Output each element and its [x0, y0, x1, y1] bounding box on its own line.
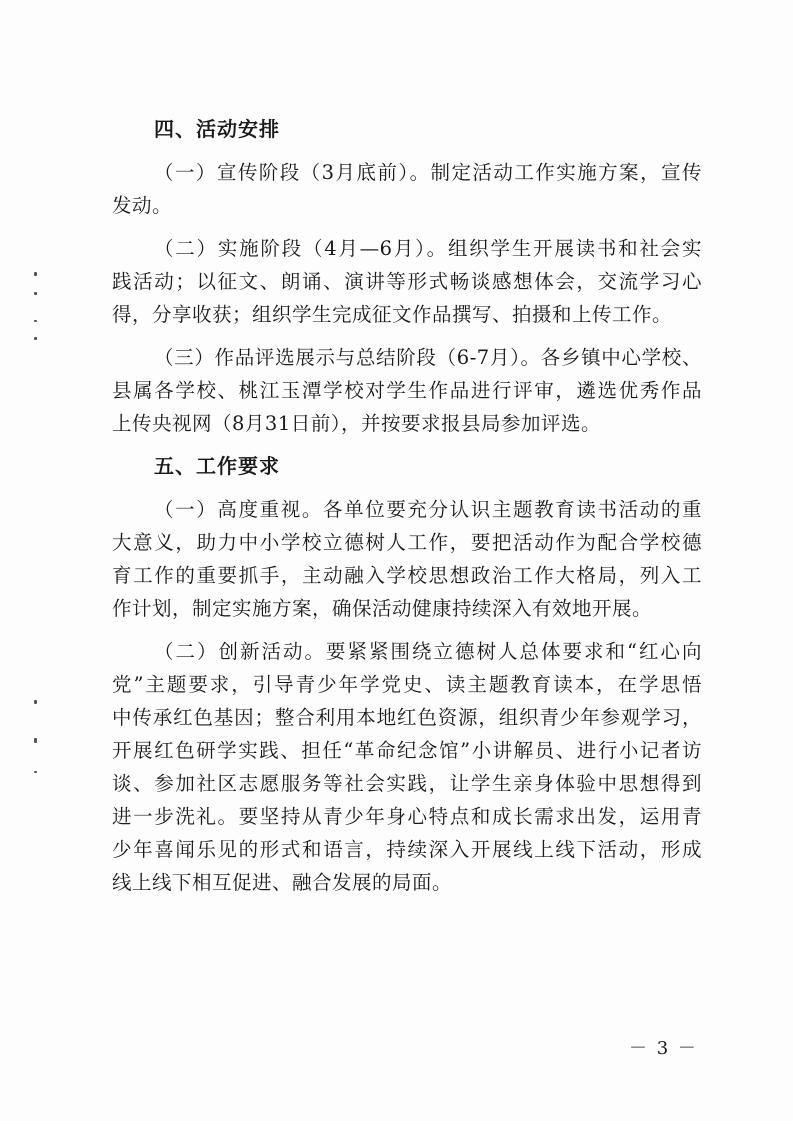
text-line: 中传承红色基因；整合利用本地红色资源，组织青少年参观学习，	[112, 706, 702, 729]
text-line: 县属各学校、桃江玉潭学校对学生作品进行评审，遴选优秀作品	[112, 379, 702, 402]
binding-mark	[34, 771, 37, 773]
paragraph	[112, 493, 702, 625]
text-line: 发动。	[112, 194, 173, 217]
binding-mark	[34, 272, 37, 276]
paragraph	[112, 635, 702, 899]
paragraph	[112, 341, 702, 440]
text-line: 线上线下相互促进、融合发展的局面。	[112, 871, 453, 894]
text-line: （二）创新活动。要紧紧围绕立德树人总体要求和“红心向	[154, 640, 702, 663]
section-heading: 四、活动安排	[154, 117, 280, 141]
text-line: 进一步洗礼。要坚持从青少年身心特点和成长需求出发，运用青	[112, 805, 702, 828]
text-line: 大意义，助力中小学校立德树人工作，要把活动作为配合学校德	[112, 531, 702, 554]
text-line: 少年喜闻乐见的形式和语言，持续深入开展线上线下活动，形成	[112, 838, 702, 861]
text-line: 得，分享收获；组织学生完成征文作品撰写、拍摄和上传工作。	[112, 303, 673, 326]
text-line: 践活动；以征文、朗诵、演讲等形式畅谈感想体会，交流学习心	[112, 270, 702, 293]
binding-mark	[34, 738, 37, 743]
paragraph	[112, 156, 702, 222]
text-line: （一）高度重视。各单位要充分认识主题教育读书活动的重	[154, 498, 702, 521]
binding-mark	[34, 700, 37, 704]
text-line: 作计划，制定实施方案，确保活动健康持续深入有效地开展。	[112, 597, 653, 620]
paragraph	[112, 232, 702, 331]
text-line: （三）作品评选展示与总结阶段（6-7月）。各乡镇中心学校、	[154, 346, 702, 369]
text-line: 开展红色研学实践、担任“革命纪念馆”小讲解员、进行小记者访	[112, 739, 702, 762]
text-line: 上传央视网（8月31日前），并按要求报县局参加评选。	[112, 412, 601, 435]
page-number: － 3 －	[629, 1038, 698, 1059]
text-line: 育工作的重要抓手，主动融入学校思想政治工作大格局，列入工	[112, 564, 702, 587]
text-line: 党”主题要求，引导青少年学党史、读主题教育读本，在学思悟	[112, 673, 702, 696]
binding-mark	[34, 292, 37, 295]
text-line: （一）宣传阶段（3月底前）。制定活动工作实施方案，宣传	[154, 161, 702, 184]
document-body	[112, 113, 702, 909]
section-heading: 五、工作要求	[154, 454, 280, 478]
binding-mark	[34, 337, 37, 340]
text-line: 谈、参加社区志愿服务等社会实践，让学生亲身体验中思想得到	[112, 772, 702, 795]
binding-mark	[34, 320, 37, 322]
text-line: （二）实施阶段（4月—6月）。组织学生开展读书和社会实	[154, 237, 702, 260]
